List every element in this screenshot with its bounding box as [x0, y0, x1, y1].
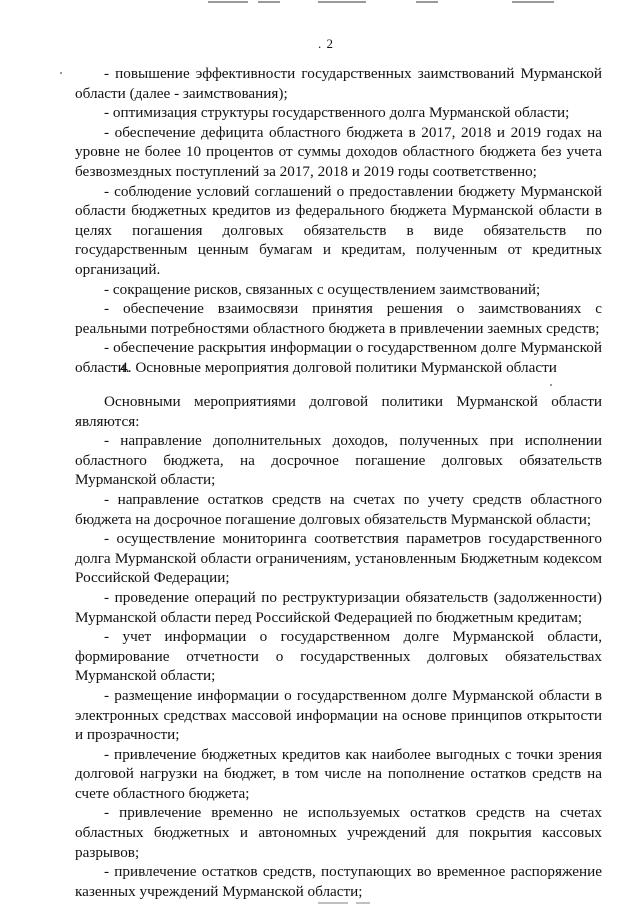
list-item: - обеспечение дефицита областного бюджета в 2017, 2018 и 2019 годах на уровне не более 10 процентов от суммы доходов областного бюджета без учета безвозмездных поступлений за 2017, 2018 и 2019 годы соответственно; [75, 123, 602, 180]
list-item: - привлечение временно не используемых остатков средств на счетах областных бюджетных и автономных учреждений для покрытия кассовых разрывов; [75, 804, 602, 861]
list-item: - повышение эффективности государственных заимствований Мурманской области (далее - заимствования); [75, 65, 602, 102]
list-item: - направление дополнительных доходов, полученных при исполнении областного бюджета, на досрочное погашение долговых обязательств Мурманской области; [75, 432, 602, 489]
list-item: - соблюдение условий соглашений о предоставлении бюджету Мурманской области бюджетных кредитов из федерального бюджета Мурманской области в целях погашения долговых обязательств в виде обязательств по государственным ценным бумагам и кредитам, полученным от кредитных организаций. [75, 182, 602, 278]
page-number: . 2 [318, 36, 334, 51]
list-item: - направление остатков средств на счетах по учету средств областного бюджета на досрочное погашение долговых обязательств Мурманской области; [75, 490, 602, 528]
list-item: - размещение информации о государственном долге Мурманской области в электронных средствах массовой информации на основе принципов открытости и прозрачности; [75, 686, 602, 744]
list-item: - учет информации о государственном долге Мурманской области, формирование отчетности о государственных долговых обязательствах Мурманской области; [75, 628, 602, 685]
section-heading: 4. Основные мероприятия долговой политики Мурманской области [120, 359, 557, 376]
measures-list [75, 392, 602, 901]
scan-edge-marks-top [0, 0, 640, 6]
list-item: - осуществление мониторинга соответствия параметров государственного долга Мурманской области ограничениям, установленным Бюджетным кодексом Российской Федерации; [75, 530, 602, 587]
list-item: - оптимизация структуры государственного долга Мурманской области; [104, 104, 570, 122]
section-lead-paragraph: Основными мероприятиями долговой политики Мурманской области являются: [75, 393, 602, 430]
list-item: - проведение операций по реструктуризации обязательств (задолженности) Мурманской области перед Российской Федерацией по бюджетным кредитам; [75, 588, 602, 626]
policy-goals-list [75, 64, 602, 378]
list-item: - привлечение бюджетных кредитов как наиболее выгодных с точки зрения долговой нагрузки на бюджет, в том числе на пополнение остатков средств на счете областного бюджета; [75, 745, 602, 802]
list-item: - привлечение остатков средств, поступающих во временное распоряжение казенных учреждений Мурманской области; [75, 863, 602, 900]
scan-speck [550, 384, 552, 386]
scan-speck [60, 72, 62, 74]
list-item: - сокращение рисков, связанных с осуществлением заимствований; [104, 280, 541, 298]
list-item: - обеспечение раскрытия информации о государственном долге Мурманской области. [75, 339, 602, 376]
list-item: - обеспечение взаимосвязи принятия решения о заимствованиях с реальными потребностями областного бюджета в привлечении заемных средств; [75, 300, 602, 337]
scan-edge-marks-bottom [0, 899, 640, 905]
